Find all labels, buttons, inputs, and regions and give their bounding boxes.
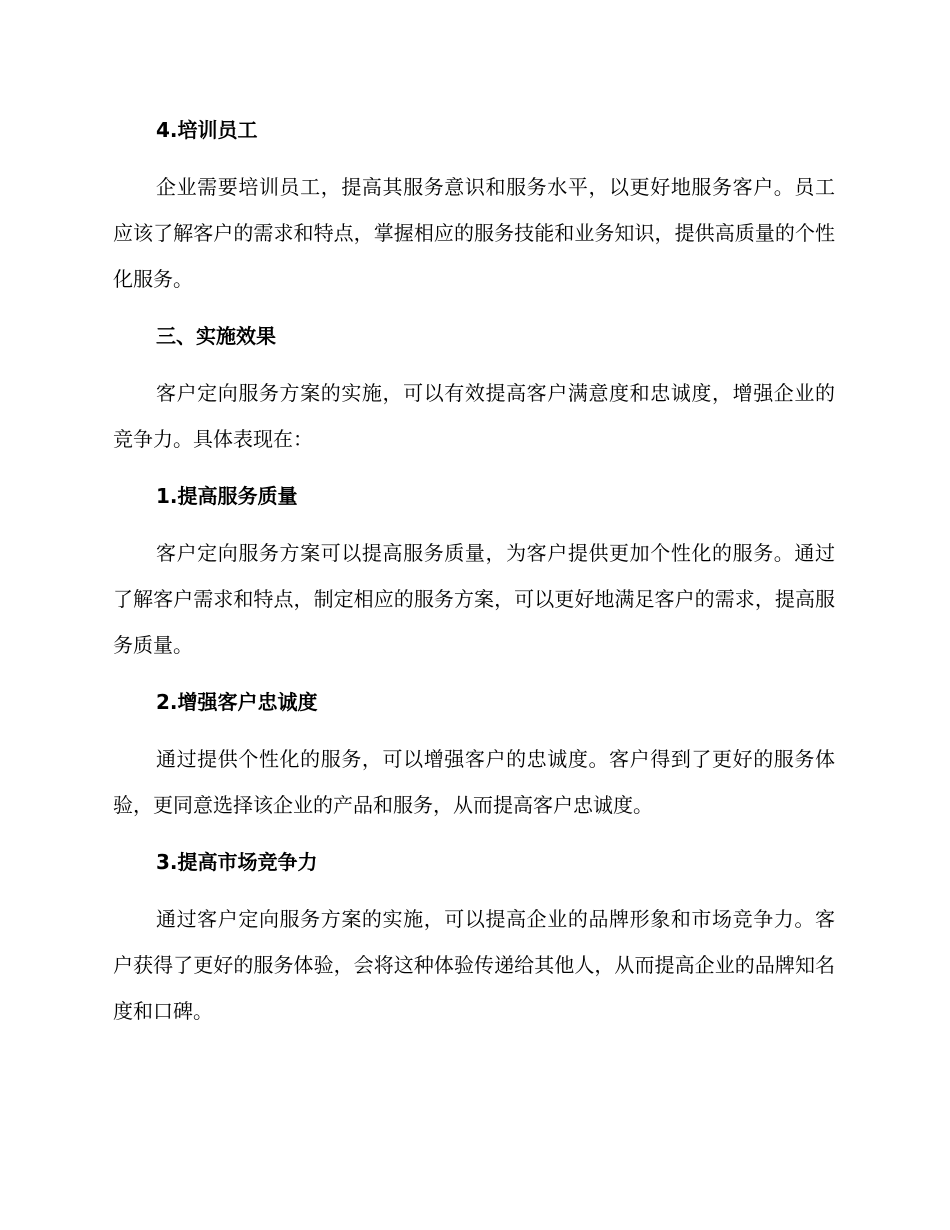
section-heading-service-quality: 1.提高服务质量 (156, 484, 298, 508)
section-paragraph-train-staff: 企业需要培训员工，提高其服务意识和服务水平，以更好地服务客户。员工应该了解客户的需求和特点，掌握相应的服务技能和业务知识，提供高质量的个性化服务。 (113, 175, 835, 291)
section-heading-market-competitiveness: 3.提高市场竞争力 (156, 850, 318, 874)
spacer (113, 828, 835, 839)
spacer (113, 725, 835, 736)
spacer (113, 153, 835, 164)
spacer (113, 885, 835, 896)
section-paragraph-customer-loyalty: 通过提供个性化的服务，可以增强客户的忠诚度。客户得到了更好的服务体验，更同意选择该企业的产品和服务，从而提高客户忠诚度。 (113, 747, 835, 817)
spacer (113, 462, 835, 473)
spacer (113, 668, 835, 679)
document-body (113, 107, 835, 1034)
section-heading-train-staff: 4.培训员工 (156, 118, 258, 142)
section-paragraph-implementation-effect: 客户定向服务方案的实施，可以有效提高客户满意度和忠诚度，增强企业的竞争力。具体表现在： (113, 381, 835, 451)
section-heading-implementation-effect: 三、实施效果 (156, 324, 276, 348)
spacer (113, 519, 835, 530)
section-paragraph-market-competitiveness: 通过客户定向服务方案的实施，可以提高企业的品牌形象和市场竞争力。客户获得了更好的服务体验，会将这种体验传递给其他人，从而提高企业的品牌知名度和口碑。 (113, 907, 835, 1023)
section-heading-customer-loyalty: 2.增强客户忠诚度 (156, 690, 318, 714)
spacer (113, 359, 835, 370)
spacer (113, 302, 835, 313)
section-paragraph-service-quality: 客户定向服务方案可以提高服务质量，为客户提供更加个性化的服务。通过了解客户需求和特点，制定相应的服务方案，可以更好地满足客户的需求，提高服务质量。 (113, 541, 835, 657)
